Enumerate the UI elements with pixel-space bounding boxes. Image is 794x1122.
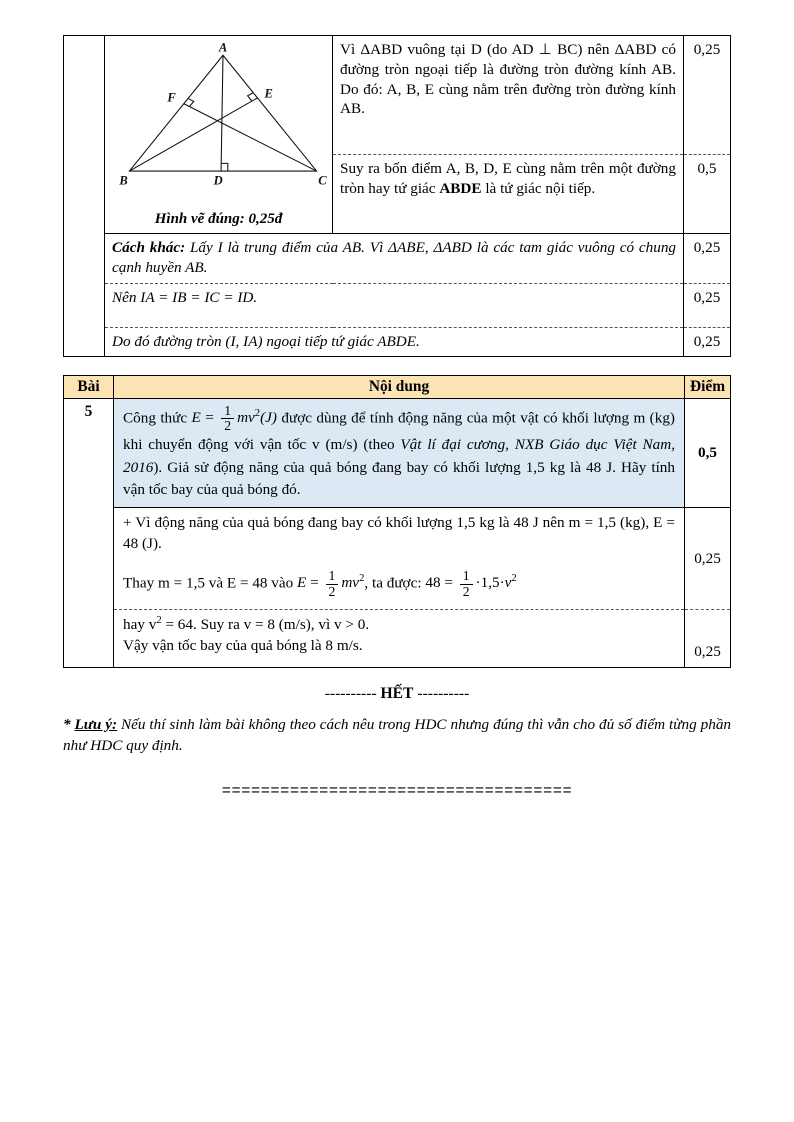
vertex-label-b: B: [119, 173, 128, 188]
right-angle-mark-d: [221, 163, 228, 171]
fraction: $\frac{1}{2}$: [326, 569, 339, 599]
note-label: Lưu ý:: [74, 716, 118, 734]
score-cell: 0,5: [698, 444, 717, 462]
score-cell: 0,25: [685, 610, 731, 668]
right-angle-mark-e: [248, 93, 254, 102]
answer-text: Do đó đường tròn (I, IA) ngoại tiếp tứ giác ABDE.: [112, 333, 420, 351]
exercise-number: 5: [64, 399, 114, 668]
vertex-label-e: E: [264, 86, 273, 101]
alt-method-label: Cách khác:: [112, 239, 186, 257]
header-noi-dung: Nội dung: [114, 376, 685, 399]
altitude-cf: [183, 104, 316, 172]
vertex-label-c: C: [318, 173, 327, 188]
answer-text-row5: [105, 328, 684, 357]
vertex-label-f: F: [167, 90, 176, 105]
vertex-label-d: D: [213, 173, 223, 188]
energy-formula: E = $\frac{1}{2}$ $mv^2$: [297, 568, 365, 599]
step1-line1: + Vì động năng của quả bóng đang bay có khối lượng 1,5 kg là 48 J nên m = 1,5 (kg), E = 48 (J).: [123, 514, 675, 552]
score-cell: 0,5: [684, 155, 731, 234]
fraction: $\frac{1}{2}$: [221, 404, 234, 434]
triangle-figure: [112, 40, 334, 196]
answer-text-row4: [105, 284, 684, 328]
answer-text: là tứ giác nội tiếp.: [481, 180, 596, 198]
answer-text-row2: [333, 155, 684, 234]
right-angle-mark-f: [188, 98, 194, 106]
answer-text-bold: ABDE: [439, 180, 482, 198]
problem-text: Công thức E = $\frac{1}{2}$ $mv^2(J)$ được dùng để tính động năng của một vật có khối lượng m (kg) khi chuyển động với vận tốc v (m/s) (theo Vật lí đại cương, NXB Giáo dục Việt Nam, 2016). Giả sử động năng của quả bóng đang bay có khối lượng 1,5 kg là 48 J. Hãy tính vận tốc bay của quả bóng đó.: [123, 403, 675, 499]
exercise-number-empty-cell: [64, 36, 105, 357]
vertex-label-a: A: [218, 40, 228, 55]
altitude-ad: [221, 55, 223, 171]
answer-text: Lấy I là trung điểm của AB. Vì ΔABE, ΔABD là các tam giác vuông có chung cạnh huyền AB.: [112, 239, 677, 276]
score-cell: 0,25: [684, 284, 731, 328]
score-cell: 0,25: [693, 41, 721, 58]
step2-line1: hay $v^2 = 64$. Suy ra v = 8 (m/s), vì v > 0.: [123, 615, 370, 634]
score-cell: 0,25: [684, 234, 731, 284]
answer-text-alt-method: [105, 234, 684, 284]
solution-step-1: [114, 508, 685, 610]
figure-cell: [105, 36, 333, 234]
exercise-5-table: [63, 375, 731, 668]
step2-line2: Vậy vận tốc bay của quả bóng là 8 m/s.: [123, 636, 363, 654]
equals-separator: ====================================: [221, 782, 573, 801]
answer-text: Vì ΔABD vuông tại D (do AD ⊥ BC) nên ΔABD có đường tròn ngoại tiếp là đường tròn đường kính AB. Do đó: A, B, E cùng nằm trên đường tròn đường kính AB.: [340, 41, 676, 118]
header-diem: Điểm: [685, 376, 731, 399]
figure-caption: Hình vẽ đúng: 0,25đ: [154, 210, 283, 227]
problem-statement: [114, 399, 685, 508]
end-marker: ---------- HẾT ----------: [324, 685, 470, 703]
fraction: $\frac{1}{2}$: [460, 569, 473, 599]
score-cell: 0,25: [685, 508, 731, 610]
header-bai: Bài: [64, 376, 114, 399]
substituted-formula: 48 = $\frac{1}{2}$ $\cdot 1,5\cdot v^2$: [425, 568, 517, 599]
solution-step-2: [114, 610, 685, 668]
geometry-answer-table: [63, 35, 731, 357]
het-label: HẾT: [380, 685, 414, 703]
grading-note: * Lưu ý: Nếu thí sinh làm bài không theo cách nêu trong HDC nhưng đúng thì vẫn cho đủ số điểm từng phần như HDC quy định.: [63, 716, 732, 754]
kinetic-energy-formula: E = $\frac{1}{2}$ $mv^2(J)$: [191, 403, 277, 434]
step1-line2: Thay m = 1,5 và E = 48 vào E = $\frac{1}{2}$ $mv^2$, ta được: 48 = $\frac{1}{2}$ $\cdot 1,5\cdot v^2$: [123, 568, 517, 599]
answer-text: Suy ra bốn điểm A, B, D, E cùng nằm trên một đường tròn hay tứ giác: [340, 160, 676, 198]
table-header-row: [64, 376, 731, 399]
score-cell: 0,25: [684, 328, 731, 357]
book-title: Vật lí đại cương, NXB Giáo dục Việt Nam, 2016: [123, 435, 675, 476]
answer-text-row1: [333, 36, 684, 155]
answer-text: Nên IA = IB = IC = ID.: [112, 289, 258, 307]
